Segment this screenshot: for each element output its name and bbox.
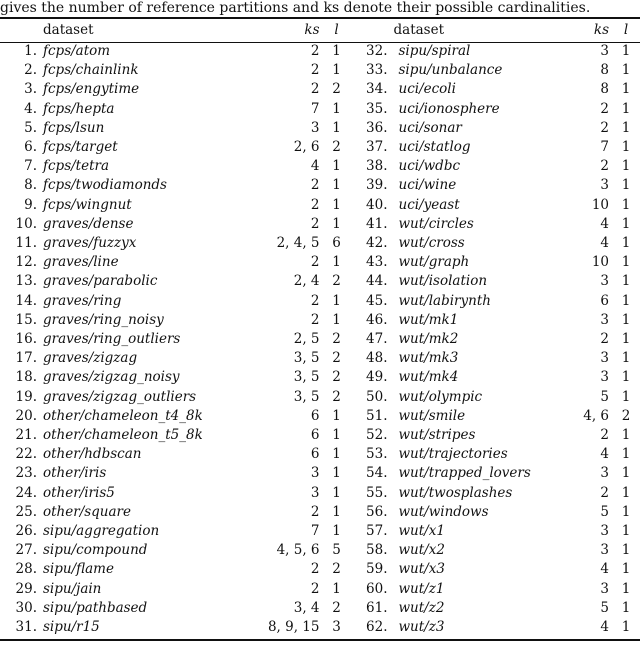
table-row	[0, 407, 640, 426]
l-value: 1	[621, 523, 631, 540]
table-row	[0, 580, 640, 599]
ks-value: 2, 6	[293, 139, 320, 156]
row-number: 6.	[24, 139, 37, 156]
l-value: 1	[621, 619, 631, 636]
header-dataset: dataset	[43, 22, 94, 38]
row-number: 23.	[15, 465, 37, 482]
row-number: 42.	[366, 235, 388, 252]
row-number: 54.	[366, 465, 388, 482]
dataset-name: wut/mk1	[398, 311, 459, 328]
dataset-name: wut/x2	[398, 542, 445, 559]
row-number: 53.	[366, 446, 388, 463]
row-number: 38.	[366, 158, 388, 175]
ks-value: 2	[310, 81, 320, 98]
row-number: 18.	[15, 369, 37, 386]
ks-value: 4	[600, 446, 609, 463]
dataset-name: fcps/twodiamonds	[43, 177, 167, 194]
row-number: 32.	[366, 43, 388, 59]
row-number: 5.	[24, 119, 37, 136]
dataset-name: graves/ring_noisy	[43, 311, 164, 328]
row-number: 48.	[366, 350, 388, 367]
ks-value: 3	[600, 43, 609, 59]
l-value: 1	[332, 254, 341, 271]
l-value: 5	[332, 542, 341, 559]
row-number: 36.	[366, 119, 388, 136]
table-row	[0, 388, 640, 407]
row-number: 31.	[15, 619, 37, 636]
ks-value: 4, 5, 6	[276, 542, 320, 559]
ks-value: 5	[600, 388, 609, 405]
l-value: 1	[621, 43, 631, 59]
ks-value: 3, 5	[293, 388, 320, 405]
ks-value: 10	[591, 254, 609, 271]
row-number: 1.	[24, 43, 37, 59]
l-value: 1	[332, 158, 341, 175]
ks-value: 4	[600, 215, 609, 232]
l-value: 1	[621, 331, 631, 348]
row-number: 58.	[366, 542, 388, 559]
row-number: 57.	[366, 523, 388, 540]
ks-value: 2, 5	[293, 331, 320, 348]
ks-value: 2	[310, 196, 320, 213]
l-value: 1	[621, 158, 631, 175]
dataset-name: sipu/unbalance	[398, 62, 503, 79]
l-value: 1	[621, 139, 631, 156]
l-value: 2	[332, 369, 341, 386]
dataset-name: wut/graph	[398, 254, 470, 271]
header-ks: ks	[593, 22, 609, 38]
row-number: 7.	[24, 158, 37, 175]
dataset-name: wut/x1	[398, 523, 445, 540]
row-number: 15.	[15, 311, 37, 328]
l-value: 1	[332, 100, 341, 117]
l-value: 1	[332, 177, 341, 194]
dataset-name: other/iris5	[43, 484, 115, 501]
dataset-name: wut/cross	[398, 235, 465, 252]
ks-value: 8	[600, 81, 609, 98]
dataset-name: sipu/aggregation	[43, 523, 160, 540]
dataset-name: graves/ring_outliers	[43, 331, 181, 348]
row-number: 10.	[15, 215, 37, 232]
ks-value: 3	[600, 273, 609, 290]
ks-value: 2	[310, 177, 320, 194]
ks-value: 2	[600, 100, 609, 117]
row-number: 37.	[366, 139, 388, 156]
l-value: 2	[332, 561, 341, 578]
table-row	[0, 196, 640, 215]
dataset-name: fcps/atom	[43, 43, 111, 59]
dataset-name: sipu/jain	[43, 580, 102, 597]
ks-value: 7	[310, 100, 320, 117]
l-value: 2	[332, 599, 341, 616]
l-value: 1	[621, 311, 631, 328]
ks-value: 3, 4	[293, 599, 320, 616]
l-value: 1	[332, 215, 341, 232]
ks-value: 2	[600, 427, 609, 444]
ks-value: 2	[310, 311, 320, 328]
dataset-name: sipu/r15	[43, 619, 100, 636]
dataset-name: fcps/chainlink	[43, 62, 139, 79]
dataset-name: fcps/hepta	[43, 100, 115, 117]
l-value: 3	[332, 619, 341, 636]
row-number: 34.	[366, 81, 388, 98]
ks-value: 2, 4, 5	[276, 235, 320, 252]
dataset-name: graves/dense	[43, 215, 134, 232]
row-number: 26.	[15, 523, 37, 540]
ks-value: 2	[600, 119, 609, 136]
row-number: 29.	[15, 580, 37, 597]
l-value: 6	[332, 235, 341, 252]
dataset-name: uci/yeast	[398, 196, 460, 213]
dataset-name: graves/zigzag_noisy	[43, 369, 180, 386]
ks-value: 2	[600, 158, 609, 175]
dataset-name: wut/isolation	[398, 273, 488, 290]
row-number: 8.	[24, 177, 37, 194]
l-value: 1	[621, 235, 631, 252]
ks-value: 3, 5	[293, 369, 320, 386]
dataset-name: sipu/flame	[43, 561, 114, 578]
table-row	[0, 119, 640, 138]
row-number: 28.	[15, 561, 37, 578]
dataset-name: other/iris	[43, 465, 107, 482]
row-number: 46.	[366, 311, 388, 328]
dataset-name: fcps/lsun	[43, 119, 105, 136]
table-row	[0, 426, 640, 445]
row-number: 52.	[366, 427, 388, 444]
dataset-name: other/square	[43, 503, 131, 520]
dataset-name: graves/fuzzyx	[43, 235, 137, 252]
ks-value: 3	[600, 311, 609, 328]
table-row	[0, 138, 640, 157]
table-row	[0, 541, 640, 560]
table-row	[0, 522, 640, 541]
ks-value: 5	[600, 503, 609, 520]
l-value: 1	[332, 292, 341, 309]
table-row	[0, 157, 640, 176]
l-value: 1	[332, 62, 341, 79]
row-number: 20.	[15, 407, 37, 424]
row-number: 19.	[15, 388, 37, 405]
dataset-name: graves/line	[43, 254, 119, 271]
table-row	[0, 61, 640, 80]
dataset-name: wut/mk2	[398, 331, 459, 348]
ks-value: 3	[600, 369, 609, 386]
dataset-name: wut/circles	[398, 215, 474, 232]
table-row	[0, 80, 640, 99]
ks-value: 10	[591, 196, 609, 213]
row-number: 59.	[366, 561, 388, 578]
table-row	[0, 215, 640, 234]
ks-value: 8, 9, 15	[267, 619, 320, 636]
dataset-name: fcps/target	[43, 139, 118, 156]
l-value: 1	[621, 580, 631, 597]
table-row	[0, 253, 640, 272]
l-value: 2	[332, 81, 341, 98]
ks-value: 2	[310, 580, 320, 597]
table-row	[0, 176, 640, 195]
l-value: 1	[332, 196, 341, 213]
dataset-name: uci/statlog	[398, 139, 471, 156]
row-number: 60.	[366, 580, 388, 597]
dataset-name: sipu/compound	[43, 542, 148, 559]
l-value: 1	[332, 503, 341, 520]
row-number: 4.	[24, 100, 37, 117]
row-number: 2.	[24, 62, 37, 79]
ks-value: 3	[600, 177, 609, 194]
ks-value: 2	[310, 503, 320, 520]
ks-value: 2	[310, 43, 320, 59]
row-number: 41.	[366, 215, 388, 232]
dataset-name: fcps/engytime	[43, 81, 140, 98]
l-value: 1	[621, 62, 631, 79]
table-row	[0, 484, 640, 503]
ks-value: 2	[310, 62, 320, 79]
header-dataset: dataset	[393, 22, 445, 38]
l-value: 2	[332, 331, 341, 348]
dataset-name: other/chameleon_t4_8k	[43, 407, 203, 424]
table-row	[0, 560, 640, 579]
row-number: 61.	[366, 599, 388, 616]
l-value: 1	[621, 599, 631, 616]
row-number: 30.	[15, 599, 37, 616]
header-l: l	[334, 22, 339, 38]
l-value: 1	[621, 465, 631, 482]
row-number: 51.	[366, 407, 388, 424]
l-value: 1	[621, 119, 631, 136]
caption: gives the number of reference partitions and ks denote their possible cardinalities.	[0, 0, 591, 16]
ks-value: 8	[600, 62, 609, 79]
row-number: 12.	[15, 254, 37, 271]
row-number: 35.	[366, 100, 388, 117]
table-row	[0, 234, 640, 253]
dataset-name: fcps/wingnut	[43, 196, 132, 213]
table-row	[0, 42, 640, 61]
l-value: 1	[332, 446, 341, 463]
l-value: 1	[621, 292, 631, 309]
ks-value: 3	[310, 119, 320, 136]
table-row	[0, 330, 640, 349]
ks-value: 4	[600, 235, 609, 252]
ks-value: 2	[310, 254, 320, 271]
dataset-name: wut/labirynth	[398, 292, 491, 309]
dataset-name: wut/z2	[398, 599, 445, 616]
row-number: 17.	[15, 350, 37, 367]
l-value: 1	[332, 465, 341, 482]
dataset-name: wut/stripes	[398, 427, 476, 444]
l-value: 2	[621, 407, 631, 424]
dataset-name: graves/ring	[43, 292, 122, 309]
row-number: 16.	[15, 331, 37, 348]
dataset-name: graves/parabolic	[43, 273, 158, 290]
l-value: 2	[332, 350, 341, 367]
header-ks: ks	[304, 22, 320, 38]
l-value: 1	[621, 446, 631, 463]
ks-value: 6	[310, 427, 320, 444]
dataset-name: wut/mk4	[398, 369, 459, 386]
l-value: 1	[621, 254, 631, 271]
l-value: 1	[621, 561, 631, 578]
ks-value: 2, 4	[293, 273, 320, 290]
dataset-name: wut/trapped_lovers	[398, 465, 531, 482]
dataset-name: other/chameleon_t5_8k	[43, 427, 203, 444]
l-value: 1	[332, 484, 341, 501]
dataset-name: uci/wdbc	[398, 158, 461, 175]
row-number: 50.	[366, 388, 388, 405]
table-row	[0, 503, 640, 522]
row-number: 44.	[366, 273, 388, 290]
dataset-name: uci/sonar	[398, 119, 462, 136]
table-row	[0, 599, 640, 618]
l-value: 1	[621, 503, 631, 520]
l-value: 1	[621, 427, 631, 444]
dataset-name: uci/ionosphere	[398, 100, 500, 117]
row-number: 39.	[366, 177, 388, 194]
l-value: 1	[332, 43, 341, 59]
dataset-name: graves/zigzag	[43, 350, 138, 367]
ks-value: 6	[310, 446, 320, 463]
table-row	[0, 349, 640, 368]
bottom-rule	[0, 639, 640, 641]
ks-value: 3, 5	[293, 350, 320, 367]
dataset-name: wut/twosplashes	[398, 484, 513, 501]
l-value: 1	[621, 100, 631, 117]
table-row	[0, 100, 640, 119]
dataset-name: uci/wine	[398, 177, 457, 194]
row-number: 24.	[15, 484, 37, 501]
row-number: 21.	[15, 427, 37, 444]
l-value: 1	[621, 369, 631, 386]
l-value: 1	[332, 311, 341, 328]
row-number: 9.	[24, 196, 37, 213]
ks-value: 2	[310, 561, 320, 578]
dataset-name: sipu/pathbased	[43, 599, 148, 616]
l-value: 1	[332, 407, 341, 424]
ks-value: 5	[600, 599, 609, 616]
table-row	[0, 272, 640, 291]
ks-value: 3	[600, 350, 609, 367]
dataset-name: wut/z1	[398, 580, 445, 597]
table-row	[0, 464, 640, 483]
ks-value: 7	[310, 523, 320, 540]
ks-value: 2	[310, 215, 320, 232]
dataset-name: wut/trajectories	[398, 446, 508, 463]
l-value: 1	[332, 427, 341, 444]
row-number: 47.	[366, 331, 388, 348]
l-value: 1	[621, 177, 631, 194]
row-number: 14.	[15, 292, 37, 309]
ks-value: 3	[600, 465, 609, 482]
row-number: 13.	[15, 273, 37, 290]
dataset-name: wut/windows	[398, 503, 489, 520]
dataset-name: other/hdbscan	[43, 446, 142, 463]
l-value: 1	[621, 273, 631, 290]
ks-value: 4, 6	[583, 407, 609, 424]
table-row	[0, 618, 640, 637]
ks-value: 6	[310, 407, 320, 424]
l-value: 1	[621, 542, 631, 559]
row-number: 25.	[15, 503, 37, 520]
ks-value: 2	[310, 292, 320, 309]
l-value: 1	[621, 81, 631, 98]
row-number: 22.	[15, 446, 37, 463]
ks-value: 4	[600, 619, 609, 636]
ks-value: 3	[310, 465, 320, 482]
row-number: 43.	[366, 254, 388, 271]
dataset-name: wut/smile	[398, 407, 466, 424]
row-number: 49.	[366, 369, 388, 386]
ks-value: 6	[600, 292, 609, 309]
l-value: 1	[621, 484, 631, 501]
table-row	[0, 368, 640, 387]
header-row	[0, 19, 640, 42]
row-number: 3.	[24, 81, 37, 98]
table-row	[0, 445, 640, 464]
row-number: 11.	[15, 235, 37, 252]
dataset-name: wut/mk3	[398, 350, 459, 367]
l-value: 1	[332, 580, 341, 597]
dataset-name: graves/zigzag_outliers	[43, 388, 197, 405]
ks-value: 4	[600, 561, 609, 578]
dataset-name: fcps/tetra	[43, 158, 110, 175]
ks-value: 3	[600, 542, 609, 559]
l-value: 1	[621, 350, 631, 367]
dataset-name: uci/ecoli	[398, 81, 456, 98]
ks-value: 3	[600, 523, 609, 540]
l-value: 1	[621, 215, 631, 232]
dataset-name: sipu/spiral	[398, 43, 471, 59]
dataset-name: wut/x3	[398, 561, 445, 578]
dataset-name: wut/olympic	[398, 388, 483, 405]
row-number: 45.	[366, 292, 388, 309]
row-number: 33.	[366, 62, 388, 79]
l-value: 1	[332, 119, 341, 136]
ks-value: 7	[600, 139, 609, 156]
datasets-table	[0, 19, 640, 637]
row-number: 55.	[366, 484, 388, 501]
table-row	[0, 292, 640, 311]
row-number: 62.	[366, 619, 388, 636]
l-value: 2	[332, 139, 341, 156]
ks-value: 3	[600, 580, 609, 597]
l-value: 1	[621, 388, 631, 405]
ks-value: 2	[600, 484, 609, 501]
table-row	[0, 311, 640, 330]
row-number: 56.	[366, 503, 388, 520]
ks-value: 4	[310, 158, 320, 175]
ks-value: 2	[600, 331, 609, 348]
l-value: 1	[332, 523, 341, 540]
l-value: 2	[332, 388, 341, 405]
header-l: l	[623, 22, 629, 38]
ks-value: 3	[310, 484, 320, 501]
dataset-name: wut/z3	[398, 619, 445, 636]
l-value: 2	[332, 273, 341, 290]
row-number: 27.	[15, 542, 37, 559]
row-number: 40.	[366, 196, 388, 213]
l-value: 1	[621, 196, 631, 213]
